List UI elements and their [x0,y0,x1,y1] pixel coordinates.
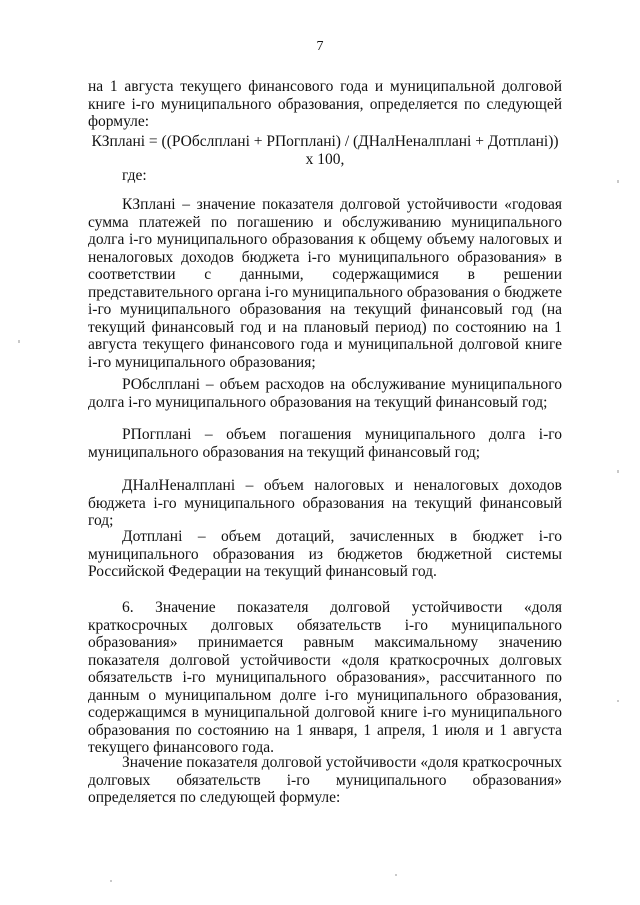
page-number: 7 [316,39,324,54]
scan-artifact-mark [617,470,619,473]
scan-artifact-mark [395,874,397,876]
closing-paragraph: Значение показателя долговой устойчивости «доля краткосрочных долговых обязательств i-го муниципального образования» определяется по следующей формуле: [88,754,562,806]
scan-artifact-mark [617,180,619,183]
definition-robsl: РОбслплані – объем расходов на обслуживание муниципального долга i-го муниципального образования на текущий финансовый год; [88,376,562,411]
definition-rpog: РПогплані – объем погашения муниципального долга i-го муниципального образования на текущий финансовый год; [88,426,562,461]
scan-artifact-mark [18,340,20,343]
where-label: где: [122,167,147,184]
item-6-paragraph: 6. Значение показателя долговой устойчивости «доля краткосрочных долговых обязательств i-го муниципального образования» принимается равным максимальному значению показателя долговой устойчивости «доля краткосрочных долговых обязательств i-го муниципального образования», рассчитанного по данным о муниципальном долге i-го муниципального образования, содержащимся в муниципальной долговой книге i-го муниципального образования по состоянию на 1 января, 1 апреля, 1 июля и 1 августа текущего финансового года. [88,599,562,756]
definition-dnal: ДНалНеналплані – объем налоговых и неналоговых доходов бюджета i-го муниципального образования на текущий финансовый год; [88,477,562,529]
scan-artifact-mark [110,880,112,882]
definition-dot: Дотплані – объем дотаций, зачисленных в бюджет i-го муниципального образования из бюджетов бюджетной системы Российской Федерации на текущий финансовый год. [88,528,562,580]
scan-artifact-mark [617,700,619,702]
definition-kz: КЗплані – значение показателя долговой устойчивости «годовая сумма платежей по погашению и обслуживанию муниципального долга i-го муниципального образования к общему объему налоговых и неналоговых доходов бюджета i-го муниципального образования» в соответствии с данными, содержащимися в решении представительного органа i-го муниципального образования о бюджете i-го муниципального образования на текущий финансовый год (на текущий финансовый год и на плановый период) по состоянию на 1 августа текущего финансового года и муниципальной долговой книге i-го муниципального образования; [88,196,562,371]
intro-paragraph: на 1 августа текущего финансового года и муниципальной долговой книге i-го муниципального образования, определяется по следующей формуле: [88,78,562,130]
formula-line: КЗплані = ((РОбслплані + РПогплані) / (ДНалНеналплані + Дотплані)) x 100, [91,133,559,168]
